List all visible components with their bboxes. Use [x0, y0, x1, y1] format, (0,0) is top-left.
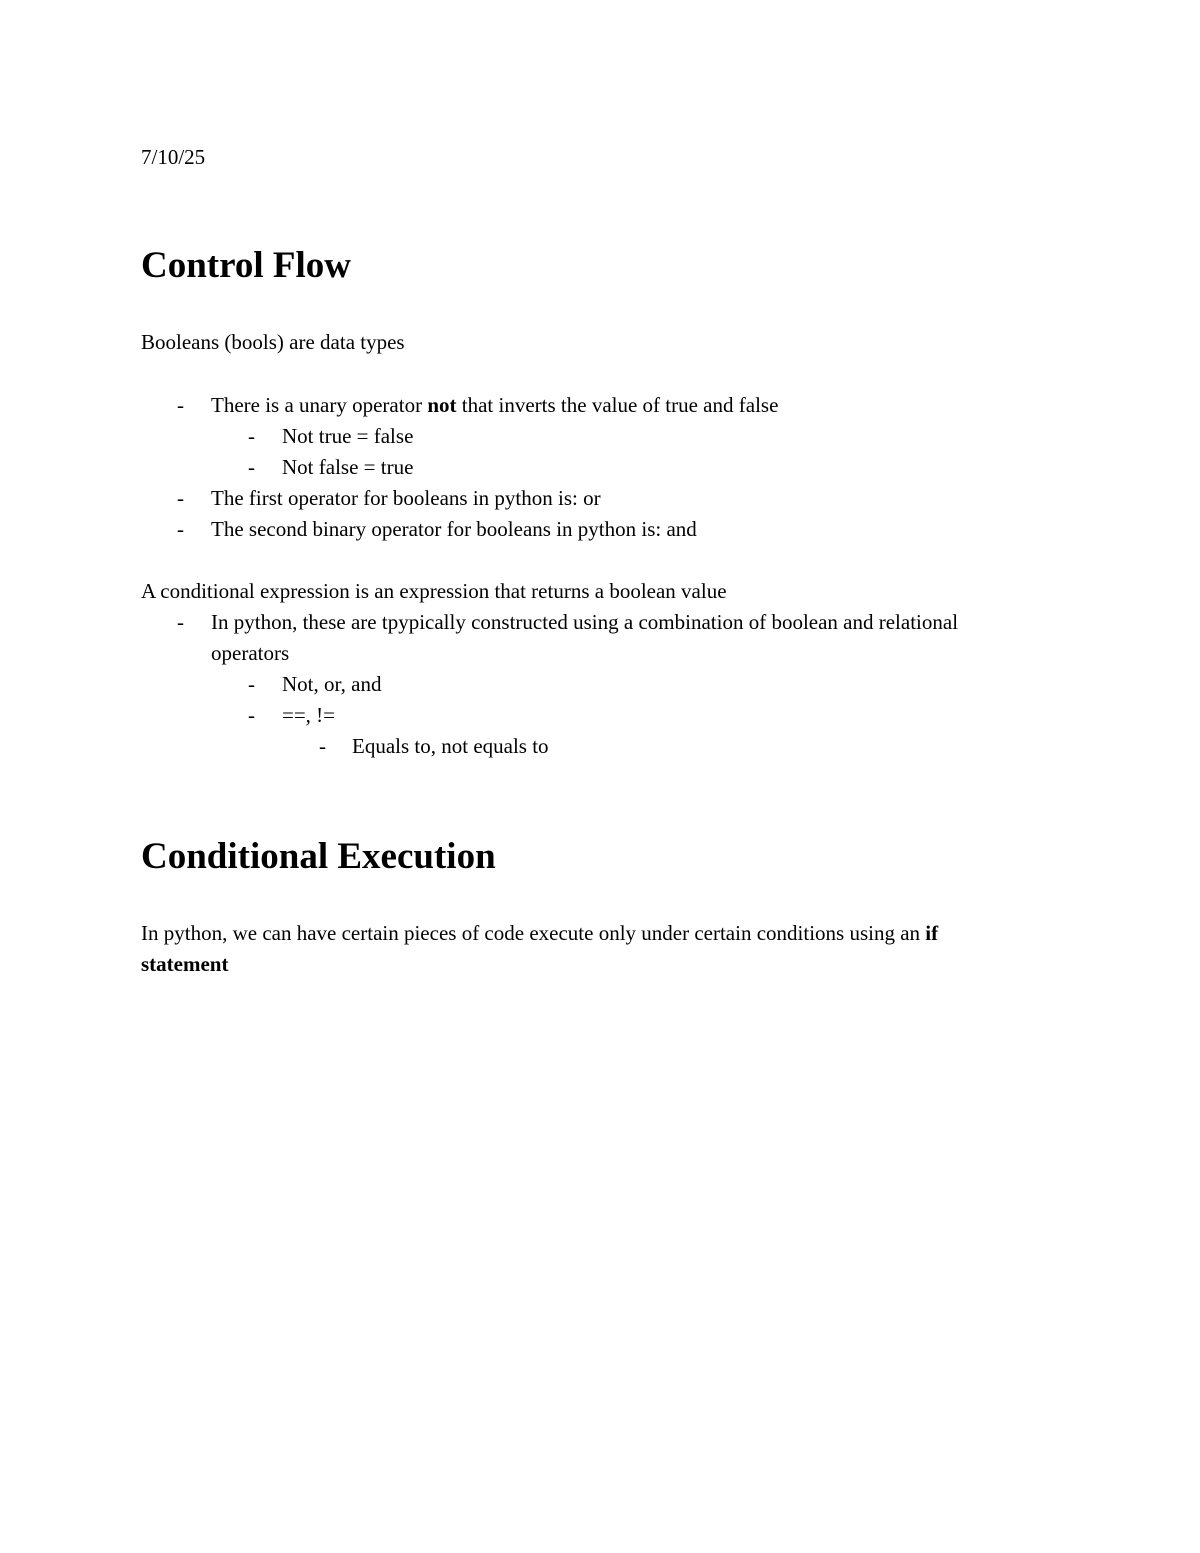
bold-not: not — [427, 393, 457, 417]
bullet-marker: - — [248, 672, 255, 696]
bullet-marker: - — [248, 455, 255, 479]
date-text: 7/10/25 — [141, 145, 206, 169]
bullet-first-operator: The first operator for booleans in python is: or — [211, 486, 601, 510]
bullet-text-post: that inverts the value of true and false — [456, 393, 779, 417]
bullet-marker: - — [177, 393, 184, 417]
paragraph-text: In python, we can have certain pieces of code execute only under certain conditions using an — [141, 921, 926, 945]
bullet-second-operator: The second binary operator for booleans in python is: and — [211, 517, 697, 541]
paragraph-if-statement-line2 — [141, 949, 228, 980]
sub-bullet-not-false: Not false = true — [282, 455, 414, 479]
sub-bullet-equality-ops: ==, != — [282, 703, 336, 727]
paragraph-booleans: Booleans (bools) are data types — [141, 330, 405, 354]
bullet-python-constructed-line2: operators — [211, 641, 290, 665]
sub-bullet-not-true: Not true = false — [282, 424, 414, 448]
bold-if: if — [925, 921, 939, 945]
sub-sub-bullet-equals-to: Equals to, not equals to — [352, 734, 549, 758]
sub-bullet-not-or-and: Not, or, and — [282, 672, 382, 696]
bullet-text-pre: There is a unary operator — [211, 393, 428, 417]
heading-control-flow: Control Flow — [141, 245, 352, 286]
paragraph-if-statement-line1 — [141, 918, 938, 949]
bullet-marker: - — [319, 734, 326, 758]
bold-statement: statement — [141, 952, 229, 976]
bullet-unary-operator — [211, 390, 778, 421]
heading-conditional-execution: Conditional Execution — [141, 836, 496, 877]
bullet-marker: - — [248, 703, 255, 727]
bullet-marker: - — [177, 486, 184, 510]
bullet-marker: - — [177, 517, 184, 541]
paragraph-conditional-expression: A conditional expression is an expression that returns a boolean value — [141, 579, 727, 603]
bullet-python-constructed-line1: In python, these are tpypically constructed using a combination of boolean and relational — [211, 610, 959, 634]
bullet-marker: - — [177, 610, 184, 634]
bullet-marker: - — [248, 424, 255, 448]
